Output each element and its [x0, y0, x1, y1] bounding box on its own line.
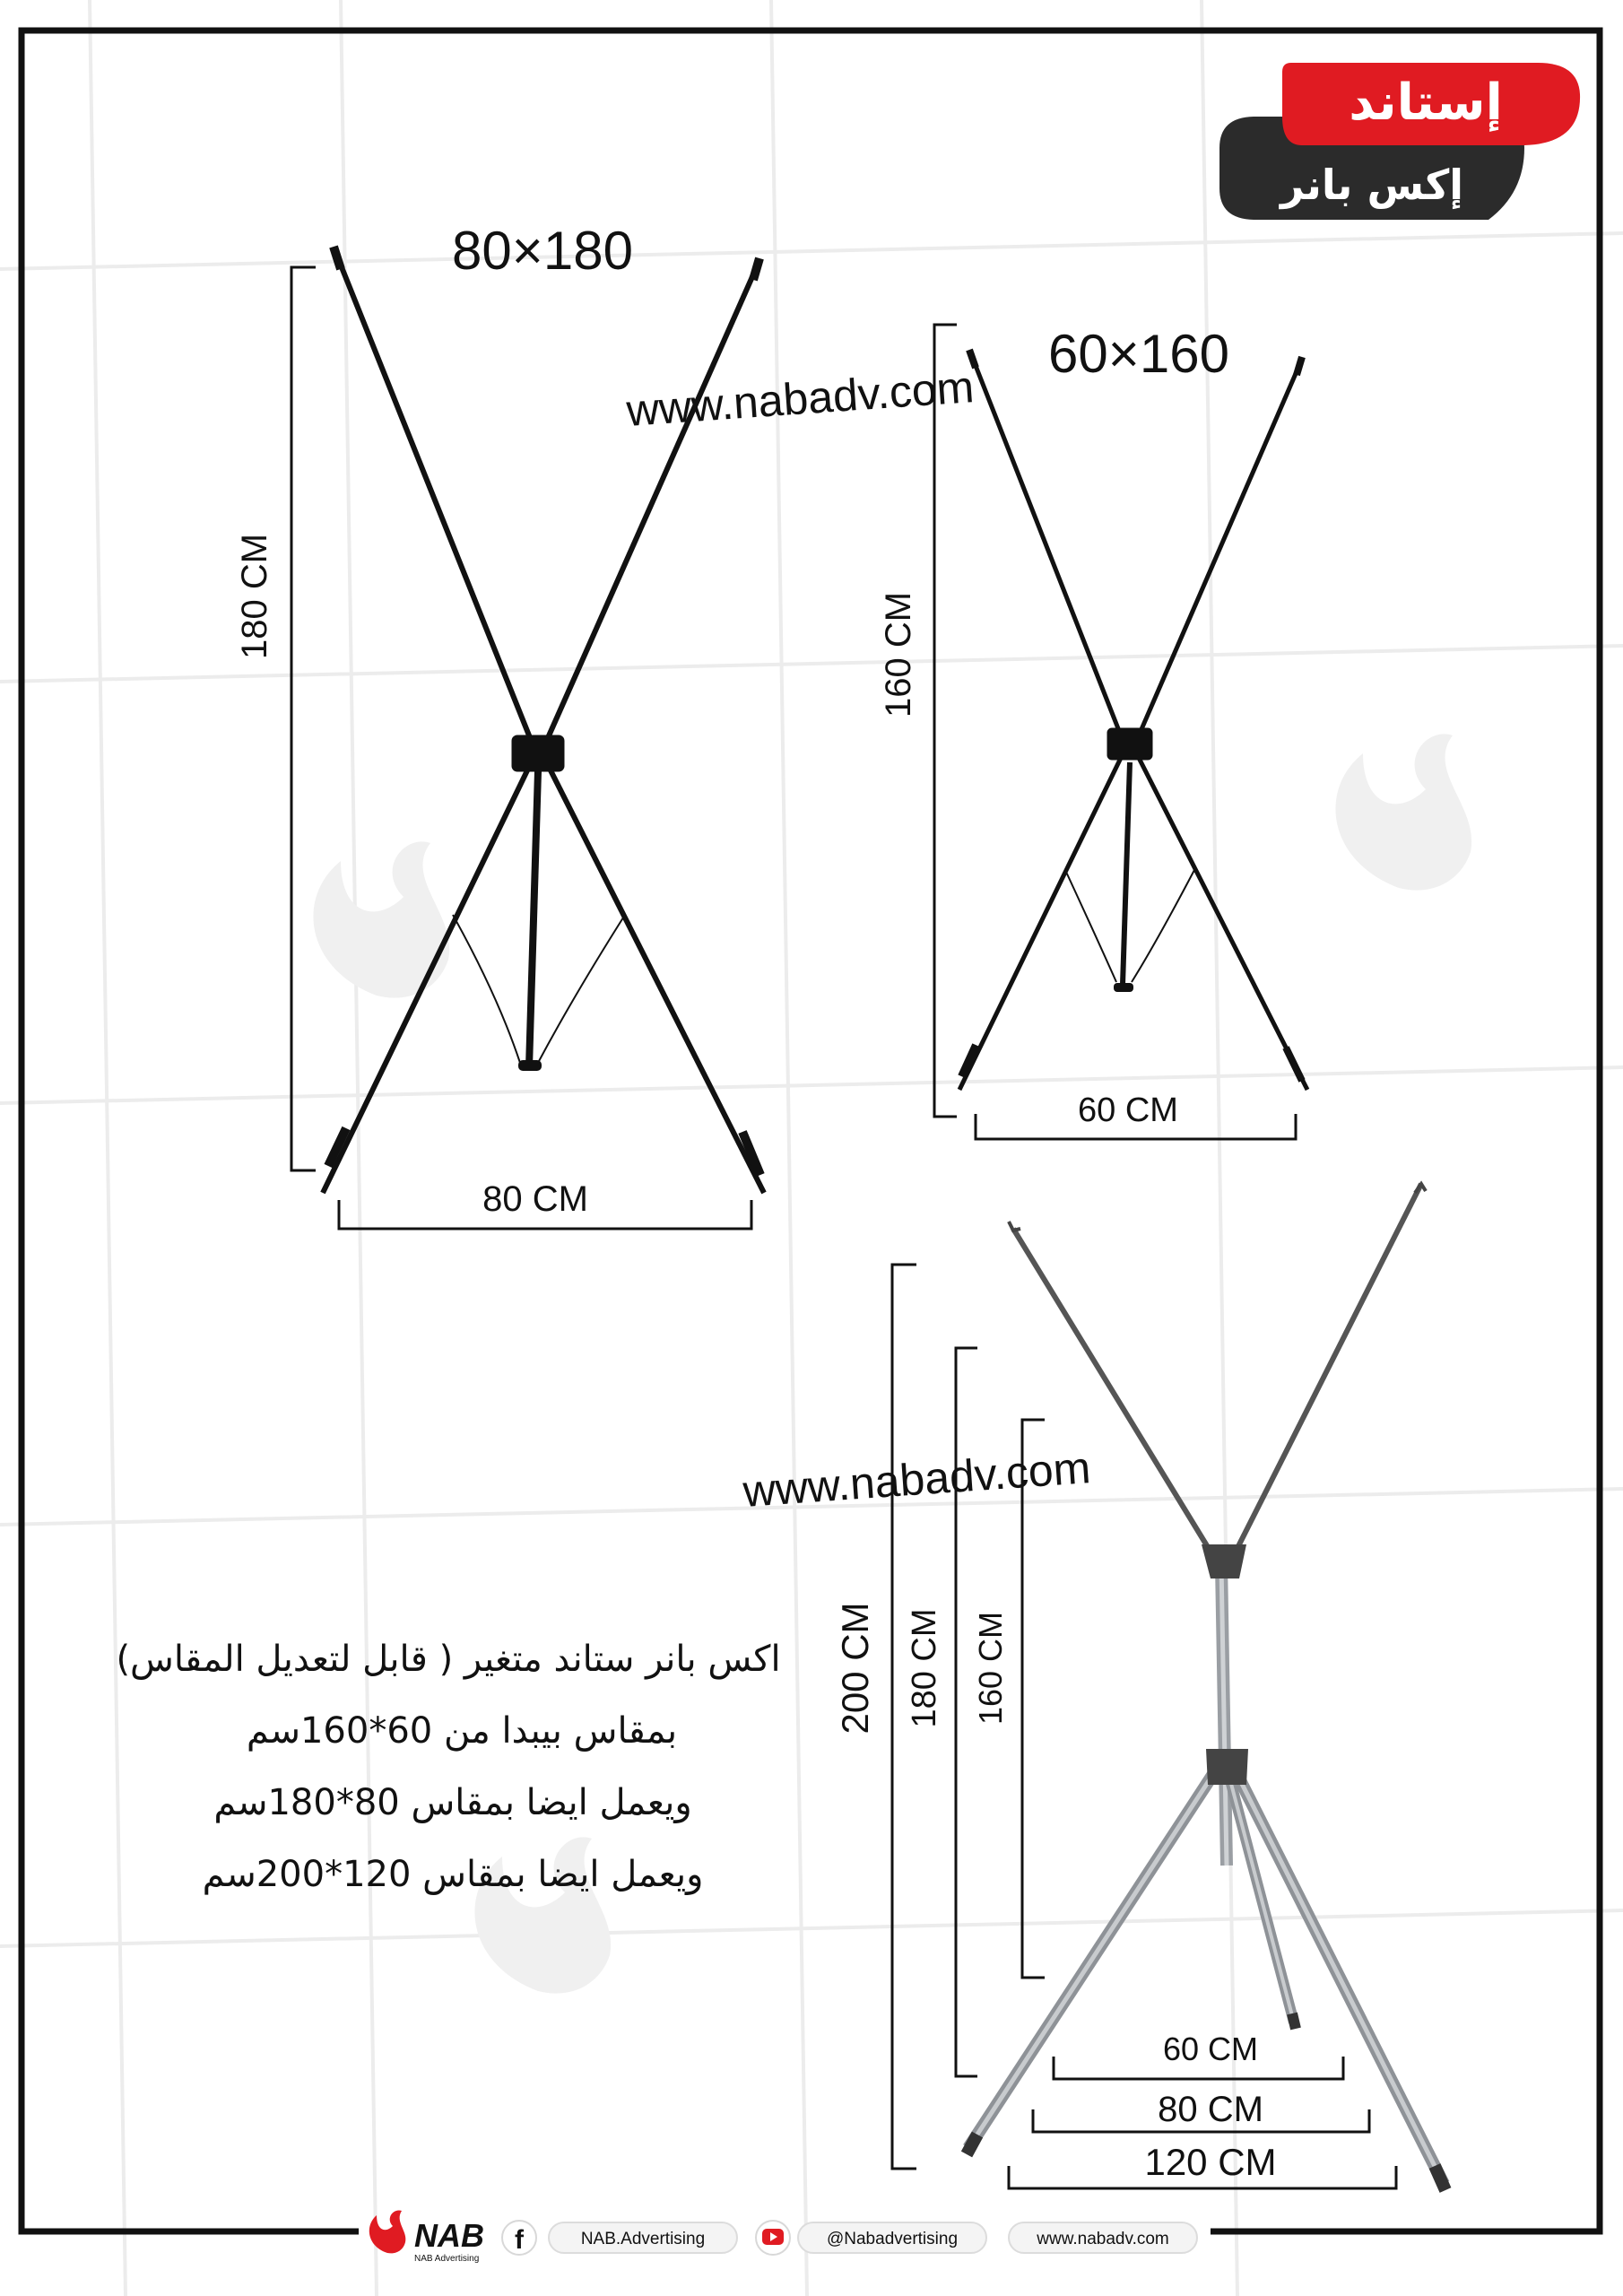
width-label-120: 120 CM [1144, 2141, 1277, 2183]
title-badge [1219, 63, 1580, 220]
stand-60x160 [879, 324, 1307, 1139]
width-label: 60 CM [1078, 1091, 1178, 1129]
facebook-icon: f [515, 2225, 524, 2255]
height-bracket [291, 267, 316, 1170]
height-label-160: 160 CM [972, 1611, 1009, 1726]
width-label-80: 80 CM [1158, 2090, 1263, 2129]
footer-website[interactable] [1009, 2222, 1197, 2253]
height-label-200: 200 CM [834, 1602, 876, 1735]
width-label-60: 60 CM [1162, 2031, 1259, 2067]
height-bracket [934, 325, 957, 1117]
youtube-icon [762, 2229, 784, 2245]
height-label: 180 CM [235, 533, 274, 660]
watermark-text: www.nabadv.com [624, 361, 976, 436]
height-label: 160 CM [879, 591, 918, 718]
height-label-180: 180 CM [906, 1608, 943, 1728]
nab-logo [369, 2211, 484, 2264]
description-line-2: بمقاس بيبدا من 60*160سم [246, 1710, 678, 1752]
logo-subtext: NAB Advertising [414, 2254, 480, 2264]
page-frame [22, 30, 1600, 2231]
footer [369, 2211, 1197, 2264]
description [116, 1639, 780, 1895]
logo-text: NAB [414, 2217, 484, 2254]
stand-60x160-title: 60×160 [1048, 324, 1229, 384]
description-line-1: اكس بانر ستاند متغير ( قابل لتعديل المقاس) [116, 1639, 781, 1680]
stand-80x180 [235, 221, 764, 1229]
badge-line1: إستاند [1349, 74, 1503, 132]
footer-youtube[interactable] [756, 2221, 986, 2255]
stand-80x180-title: 80×180 [452, 221, 633, 281]
footer-facebook[interactable] [502, 2221, 737, 2255]
description-line-4: ويعمل ايضا بمقاس 120*200سم [202, 1854, 704, 1895]
description-line-3: ويعمل ايضا بمقاس 80*180سم [213, 1782, 692, 1823]
watermark-text: www.nabadv.com [741, 1442, 1092, 1517]
stand-adjustable [834, 1184, 1445, 2190]
youtube-handle[interactable]: @Nabadvertising [826, 2230, 959, 2248]
badge-line2: إكس بانر [1280, 161, 1463, 209]
x-banner-stand-icon [959, 350, 1307, 1090]
facebook-handle[interactable]: NAB.Advertising [580, 2230, 706, 2248]
width-label: 80 CM [482, 1179, 588, 1219]
website-link[interactable]: www.nabadv.com [1037, 2230, 1169, 2248]
